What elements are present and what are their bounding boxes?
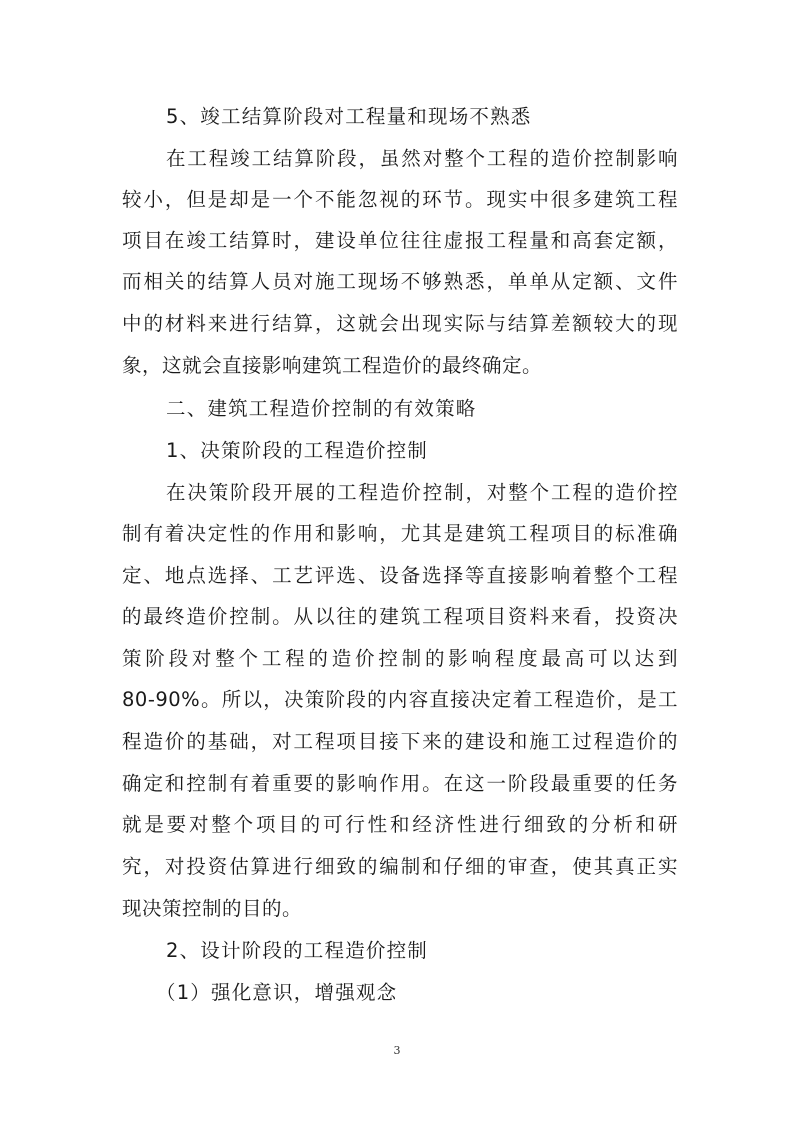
- paragraph-line: 较小，但是却是一个不能忽视的环节。现实中很多建筑工程: [122, 188, 678, 211]
- paragraph-line: 而相关的结算人员对施工现场不够熟悉，单单从定额、文件: [122, 270, 678, 293]
- paragraph-line: 究，对投资估算进行细致的编制和仔细的审查，使其真正实: [122, 855, 678, 878]
- paragraph-line: 程造价的基础，对工程项目接下来的建设和施工过程造价的: [122, 730, 678, 753]
- paragraph-line: 制有着决定性的作用和影响，尤其是建筑工程项目的标准确: [122, 522, 678, 545]
- paragraph-line: 定、地点选择、工艺评选、设备选择等直接影响着整个工程: [122, 564, 678, 587]
- paragraph-line: 在决策阶段开展的工程造价控制，对整个工程的造价控: [166, 481, 678, 504]
- paragraph-line: 现决策控制的目的。: [122, 897, 303, 920]
- paragraph-line: 确定和控制有着重要的影响作用。在这一阶段最重要的任务: [122, 772, 678, 795]
- section-heading-1: 1、决策阶段的工程造价控制: [166, 439, 429, 462]
- paragraph-line: 在工程竣工结算阶段，虽然对整个工程的造价控制影响: [166, 147, 678, 170]
- subsection-heading-1: （1）强化意识，增强观念: [156, 981, 398, 1004]
- section-heading-2: 2、设计阶段的工程造价控制: [166, 939, 429, 962]
- paragraph-line: 中的材料来进行结算，这就会出现实际与结算差额较大的现: [122, 312, 678, 335]
- paragraph-line: 就是要对整个项目的可行性和经济性进行细致的分析和研: [122, 813, 678, 836]
- paragraph-line: 80-90%。所以，决策阶段的内容直接决定着工程造价，是工: [122, 688, 678, 711]
- paragraph-line: 项目在竣工结算时，建设单位往往虚报工程量和高套定额，: [122, 229, 678, 252]
- section-heading-5: 5、竣工结算阶段对工程量和现场不熟悉: [166, 105, 532, 128]
- paragraph-line: 策阶段对整个工程的造价控制的影响程度最高可以达到: [122, 647, 678, 670]
- page-number: 3: [393, 1044, 401, 1057]
- paragraph-line: 的最终造价控制。从以往的建筑工程项目资料来看，投资决: [122, 605, 678, 628]
- chapter-heading-2: 二、建筑工程造价控制的有效策略: [166, 397, 477, 420]
- paragraph-line: 象，这就会直接影响建筑工程造价的最终确定。: [122, 354, 543, 377]
